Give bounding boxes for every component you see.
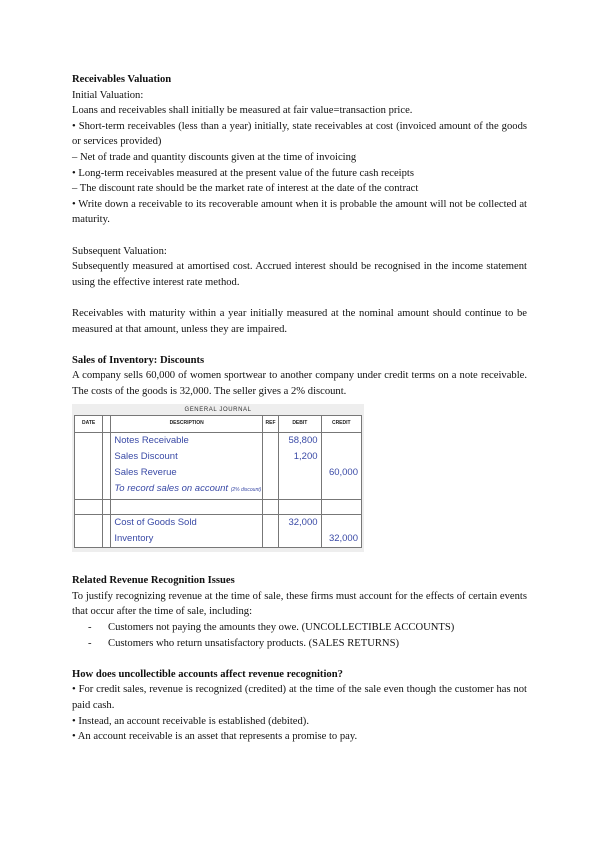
row-description: Sales Reverue xyxy=(111,465,263,481)
row-description-memo xyxy=(111,481,263,499)
row-credit xyxy=(321,433,361,450)
uncollectible-line: • For credit sales, revenue is recognized (credited) at the time of the sale even though the customer has not paid cash. xyxy=(72,684,527,711)
row-debit: 32,000 xyxy=(279,514,321,531)
header-description: DESCRIPTION xyxy=(111,416,263,433)
receivables-line: • Short-term receivables (less than a year) initially, state receivables at cost (invoiced amount of the goods or services provided) xyxy=(72,120,527,148)
receivables-line: • Write down a receivable to its recoverable amount when it is probable the amount will not be collected at maturity. xyxy=(72,198,527,226)
row-description: Notes Receivable xyxy=(111,433,263,450)
journal-row xyxy=(75,514,362,531)
receivables-line: – The discount rate should be the market rate of interest at the date of the contract xyxy=(72,183,419,195)
memo-note: (2% discount) xyxy=(230,487,262,494)
row-credit: 32,000 xyxy=(321,531,361,548)
journal-title: GENERAL JOURNAL xyxy=(184,407,252,414)
row-debit: 1,200 xyxy=(279,449,321,465)
header-credit: CREDIT xyxy=(321,416,361,433)
row-debit xyxy=(279,481,321,499)
row-credit: 60,000 xyxy=(321,465,361,481)
document-page xyxy=(72,72,527,745)
journal-header-row xyxy=(75,416,362,433)
subsequent-valuation-text: Subsequently measured at amortised cost. Accrued interest should be recognised in the income statement using the effective interest rate method. xyxy=(72,261,527,288)
journal-row xyxy=(75,433,362,450)
receivables-line: • Long-term receivables measured at the present value of the future cash receipts xyxy=(72,167,414,179)
receivables-line: – Net of trade and quantity discounts given at the time of invoicing xyxy=(72,151,357,163)
uncollectible-line: • An account receivable is an asset that represents a promise to pay. xyxy=(72,731,358,743)
memo-text: To record sales on account xyxy=(114,483,229,495)
initial-valuation-label: Initial Valuation: xyxy=(72,89,144,101)
journal-table xyxy=(74,415,362,547)
row-credit xyxy=(321,481,361,499)
row-credit xyxy=(321,514,361,531)
subsequent-valuation-label: Subsequent Valuation: xyxy=(72,245,167,257)
uncollectible-heading: How does uncollectible accounts affect revenue recognition? xyxy=(72,668,343,680)
journal-row xyxy=(75,481,362,499)
row-description: Cost of Goods Sold xyxy=(111,514,263,531)
journal-blank-row xyxy=(75,499,362,514)
maturity-text: Receivables with maturity within a year initially measured at the nominal amount should continue to be measured at that amount, unless they are impaired. xyxy=(72,307,527,335)
row-description: Inventory xyxy=(111,531,263,548)
sales-heading: Sales of Inventory: Discounts xyxy=(72,354,205,366)
receivables-heading: Receivables Valuation xyxy=(72,74,172,85)
row-credit xyxy=(321,449,361,465)
journal-row xyxy=(75,465,362,481)
header-date: DATE xyxy=(75,416,103,433)
journal-row xyxy=(75,531,362,548)
list-item: - Customers not paying the amounts they owe. (UNCOLLECTIBLE ACCOUNTS) xyxy=(88,622,455,634)
row-debit: 58,800 xyxy=(279,433,321,450)
row-debit xyxy=(279,465,321,481)
list-item: - Customers who return unsatisfactory products. (SALES RETURNS) xyxy=(88,637,400,649)
revenue-heading: Related Revenue Recognition Issues xyxy=(72,575,235,587)
journal-row xyxy=(75,449,362,465)
row-description: Sales Discount xyxy=(111,449,263,465)
revenue-text: To justify recognizing revenue at the time of sale, these firms must account for the effects of certain events that occur after the time of sale, including: xyxy=(72,590,527,618)
row-debit xyxy=(279,531,321,548)
sales-text: A company sells 60,000 of women sportwear to another company under credit terms on a note receivable. The costs of the goods is 32,000. The seller gives a 2% discount. xyxy=(72,370,527,397)
uncollectible-line: • Instead, an account receivable is established (debited). xyxy=(72,715,309,727)
general-journal xyxy=(72,404,364,551)
receivables-line: Loans and receivables shall initially be measured at fair value=transaction price. xyxy=(72,105,413,117)
header-ref: REF xyxy=(262,416,278,433)
header-debit: DEBIT xyxy=(279,416,321,433)
